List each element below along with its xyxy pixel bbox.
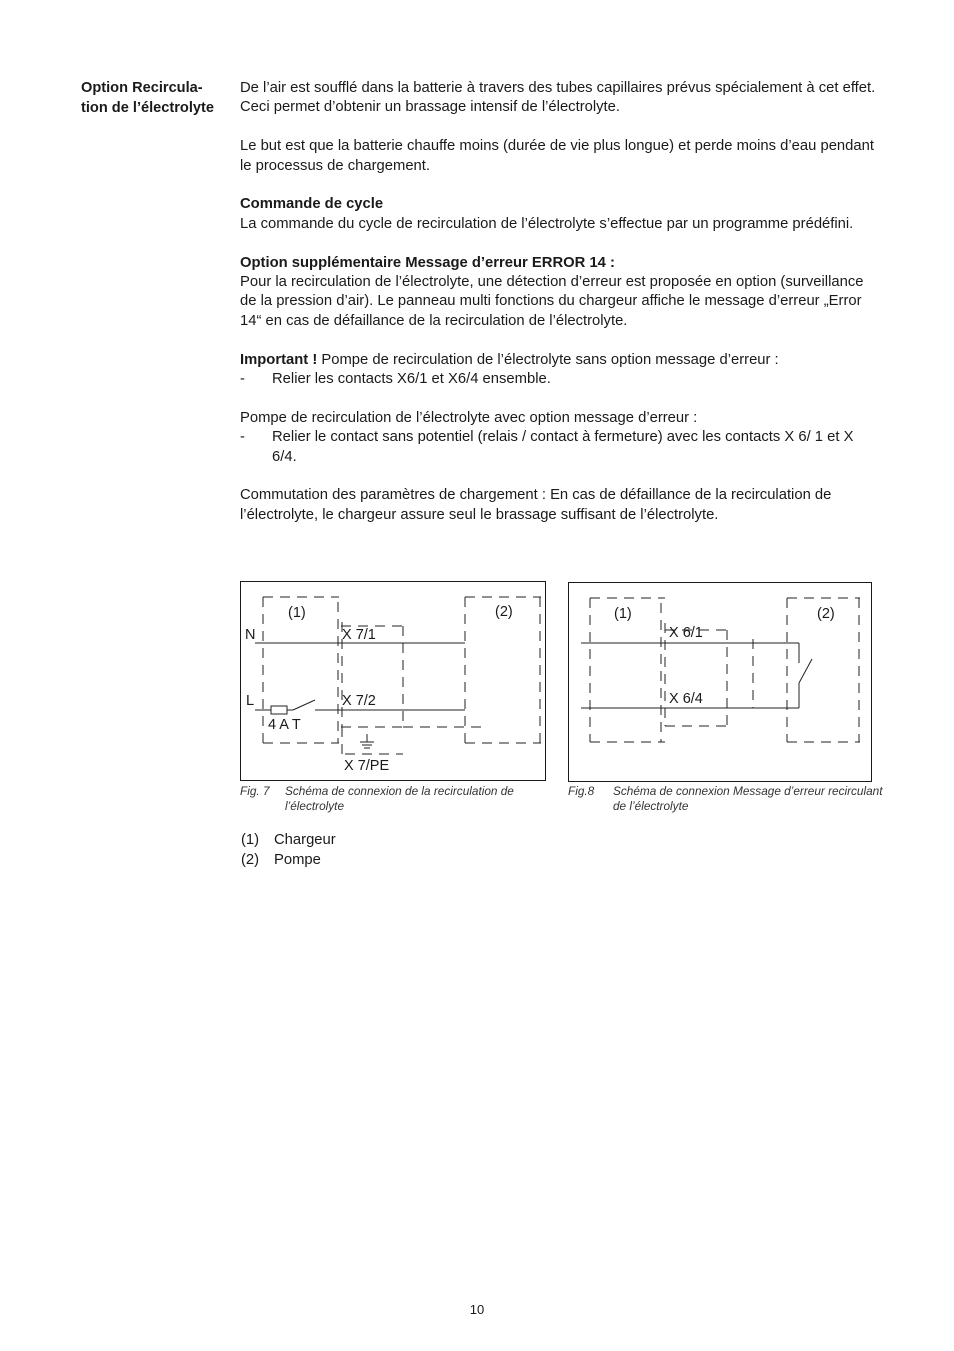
fig8-caption-number: Fig.8 <box>568 784 595 798</box>
legend-value: Pompe <box>274 852 321 868</box>
important-text: Pompe de recirculation de l’électrolyte sans option message d’erreur : <box>317 351 779 368</box>
bullet-dash: - <box>240 371 245 388</box>
legend-key: (1) <box>241 832 260 848</box>
figure-7-diagram <box>240 581 546 781</box>
error-heading: Option supplémentaire Message d’erreur ERROR 14 : <box>240 254 615 271</box>
important-paragraph <box>240 351 876 370</box>
fig7-x72-label: X 7/2 <box>342 693 376 709</box>
fig8-caption <box>568 784 883 814</box>
paragraph-brassage: Ceci permet d’obtenir un brassage intensif de l’électrolyte. <box>240 99 620 116</box>
legend-item <box>241 850 336 870</box>
bullet-text: Relier les contacts X6/1 et X6/4 ensemble. <box>272 371 551 388</box>
legend-value: Chargeur <box>274 832 336 848</box>
bullet-item <box>240 428 876 467</box>
side-heading: Option Recircula- tion de l’électrolyte <box>81 80 214 116</box>
paragraph-air-intro: De l’air est soufflé dans la batterie à travers des tubes capillaires prévus spécialement à cet effet. <box>240 80 876 96</box>
fig8-pump-label: (2) <box>817 606 835 622</box>
fig7-n-label: N <box>245 627 256 643</box>
fig8-x64-label: X 6/4 <box>669 691 703 707</box>
fig8-charger-label: (1) <box>614 606 632 622</box>
fig7-charger-label: (1) <box>288 605 306 621</box>
fig7-caption-text: Schéma de connexion de la recirculation de l’électrolyte <box>285 784 514 813</box>
fig7-pump-label: (2) <box>495 604 513 620</box>
fig8-caption-text: Schéma de connexion Message d’erreur recirculant de l’électrolyte <box>613 784 883 813</box>
figure-legend <box>241 830 336 870</box>
legend-item <box>241 830 336 850</box>
fig7-caption-number: Fig. 7 <box>240 784 270 798</box>
bullet-item <box>240 370 876 389</box>
page-number: 10 <box>469 1302 485 1317</box>
fig8-x61-label: X 6/1 <box>669 625 703 641</box>
bullet-text: Relier le contact sans potentiel (relais / contact à fermeture) avec les contacts X 6/ 1 et X 6/4. <box>272 429 854 465</box>
fig7-fuse-label: 4 A T <box>268 717 301 733</box>
cycle-text: La commande du cycle de recirculation de l’électrolyte s’effectue par un programme prédéfini. <box>240 215 854 232</box>
cycle-heading: Commande de cycle <box>240 196 384 213</box>
fig7-x71-label: X 7/1 <box>342 627 376 643</box>
fig7-x7pe-label: X 7/PE <box>344 758 390 774</box>
fig7-caption <box>240 784 550 814</box>
fig7-l-label: L <box>246 693 255 709</box>
paragraph-goal: Le but est que la batterie chauffe moins (durée de vie plus longue) et perde moins d’eau pendant le processus de chargement. <box>240 138 874 174</box>
error-text: Pour la recirculation de l’électrolyte, une détection d’erreur est proposée en option (surveillance de la pression d’air). Le panneau multi fonctions du chargeur affiche le message d’erreur „Error 14“ en cas de défaillance de la recirculation de l’électrolyte. <box>240 274 864 329</box>
main-text <box>240 79 876 545</box>
bullet-dash: - <box>240 429 245 446</box>
legend-key: (2) <box>241 852 260 868</box>
commutation-text: Commutation des paramètres de chargement : En cas de défaillance de la recirculation de l’électrolyte, le chargeur assure seul le brassage suffisant de l’électrolyte. <box>240 487 832 523</box>
important-label: Important ! <box>240 351 318 368</box>
pump-option-text: Pompe de recirculation de l’électrolyte avec option message d’erreur : <box>240 409 698 426</box>
figure-8-diagram <box>568 582 872 782</box>
